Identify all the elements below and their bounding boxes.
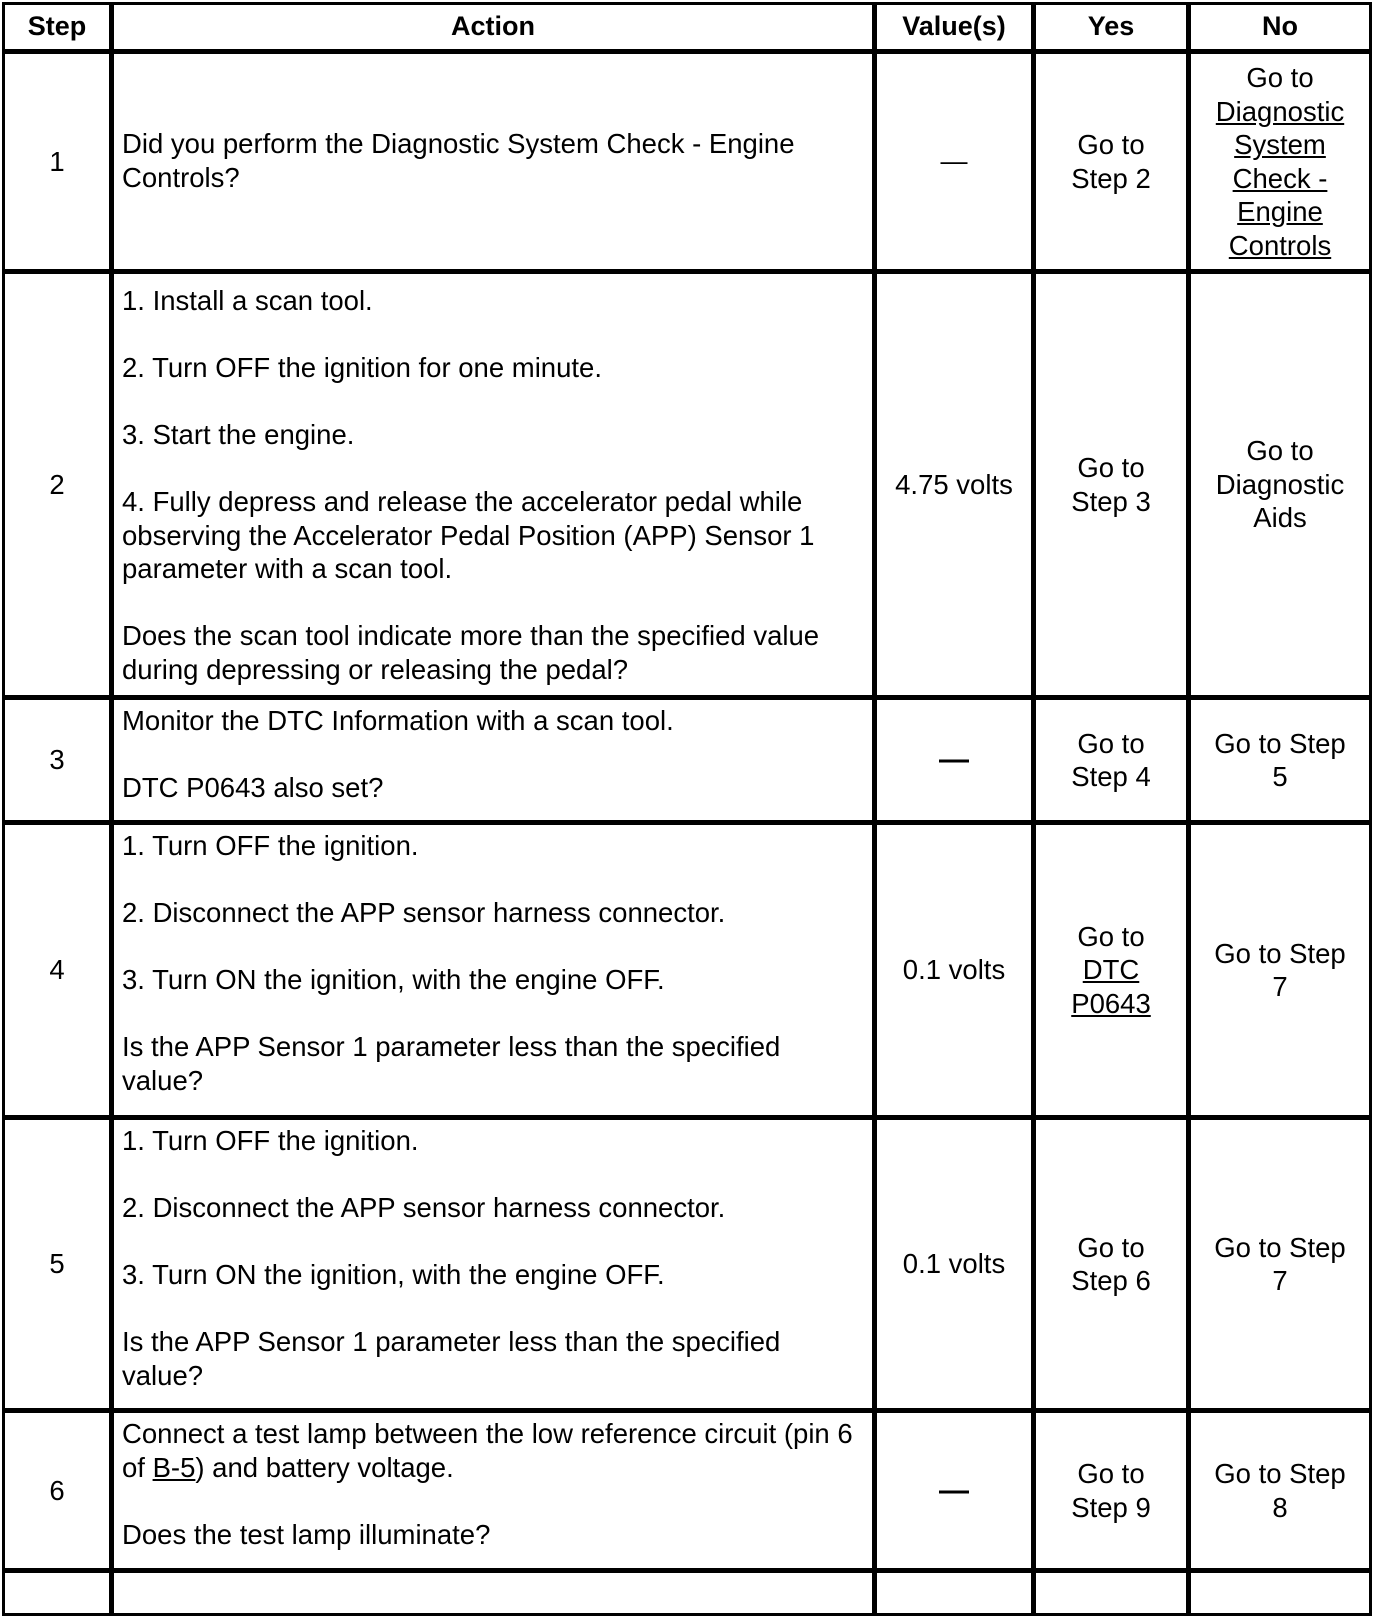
step-number: 6: [5, 1413, 109, 1568]
action-text: 1. Install a scan tool.: [122, 285, 373, 316]
step-number: 1: [5, 54, 109, 269]
no-text: 7: [1272, 1265, 1288, 1296]
yes-cell: [1036, 54, 1186, 269]
link-diagnostic-system-check[interactable]: Engine: [1237, 196, 1323, 227]
value-cell: 0.1 volts: [877, 1120, 1031, 1408]
action-cell: [114, 1120, 872, 1408]
yes-cell: [1036, 274, 1186, 695]
no-text: Go to Step: [1214, 1231, 1346, 1263]
yes-text: Go to: [1077, 920, 1145, 952]
link-diagnostic-system-check[interactable]: System: [1234, 129, 1326, 160]
link-diagnostic-system-check[interactable]: Controls: [1228, 229, 1332, 261]
action-cell: [114, 700, 872, 820]
no-text: Go to Step: [1214, 1458, 1346, 1489]
action-text: Is the APP Sensor 1 parameter less than the specified value?: [122, 1326, 781, 1391]
link-diagnostic-system-check[interactable]: Check -: [1232, 162, 1328, 194]
table-row-cutoff: [877, 1573, 1031, 1613]
yes-text: Go to: [1077, 727, 1145, 759]
action-text: Did you perform the Diagnostic System Check - Engine Controls?: [122, 128, 795, 193]
yes-text: Go to: [1077, 1231, 1145, 1263]
table-row-cutoff: [1191, 1573, 1369, 1613]
no-text: 7: [1272, 971, 1288, 1002]
action-text: Is the APP Sensor 1 parameter less than the specified value?: [122, 1031, 781, 1096]
header-yes: Yes: [1036, 5, 1186, 49]
action-text: [122, 1417, 864, 1484]
table-row-cutoff: [5, 1573, 109, 1613]
header-no: No: [1191, 5, 1369, 49]
step-number: 5: [5, 1120, 109, 1408]
action-text-part: ) and battery voltage.: [195, 1451, 454, 1483]
yes-text: Go to: [1077, 1458, 1145, 1489]
action-text: 3. Turn ON the ignition, with the engine OFF.: [122, 1259, 665, 1290]
value-cell: —: [877, 700, 1031, 820]
action-text: 2. Disconnect the APP sensor harness connector.: [122, 897, 726, 928]
header-action: Action: [114, 5, 872, 49]
yes-text: Step 3: [1071, 485, 1151, 517]
action-text: Does the scan tool indicate more than the specified value during depressing or releasing the pedal?: [122, 620, 820, 685]
no-cell: [1191, 1120, 1369, 1408]
action-text: 4. Fully depress and release the accelerator pedal while observing the Accelerator Pedal Position (APP) Sensor 1 parameter with a scan tool.: [122, 486, 815, 584]
no-text: Go to Step: [1214, 727, 1346, 759]
yes-cell: [1036, 1413, 1186, 1568]
action-cell: [114, 825, 872, 1115]
action-text: 2. Disconnect the APP sensor harness connector.: [122, 1192, 726, 1223]
yes-cell: [1036, 1120, 1186, 1408]
yes-text: Step 6: [1071, 1265, 1151, 1296]
table-row-cutoff: [114, 1573, 872, 1613]
diagnostic-table: [2, 2, 1372, 1616]
yes-text: Step 4: [1071, 761, 1151, 792]
link-b-5[interactable]: B-5: [152, 1451, 196, 1483]
link-dtc-p0643[interactable]: DTC: [1082, 954, 1140, 986]
no-text: Go to: [1246, 435, 1314, 467]
action-text: Does the test lamp illuminate?: [122, 1518, 491, 1550]
action-text: 3. Turn ON the ignition, with the engine OFF.: [122, 964, 665, 995]
no-cell: [1191, 700, 1369, 820]
yes-text: Go to: [1077, 129, 1145, 160]
yes-text: Go to: [1077, 452, 1145, 483]
yes-text: Step 2: [1071, 162, 1151, 194]
step-number: 2: [5, 274, 109, 695]
no-text: Go to: [1246, 62, 1314, 93]
no-cell: [1191, 1413, 1369, 1568]
yes-cell: [1036, 700, 1186, 820]
action-text: DTC P0643 also set?: [122, 772, 384, 803]
action-text-part: Connect a test lamp between the low reference circuit (pin 6 of: [122, 1418, 853, 1483]
no-text: Diagnostic: [1215, 468, 1345, 500]
no-cell: [1191, 825, 1369, 1115]
header-step: Step: [5, 5, 109, 49]
no-text: Aids: [1253, 502, 1307, 534]
action-cell: [114, 54, 872, 269]
no-text: 8: [1272, 1491, 1288, 1523]
value-cell: —: [877, 1413, 1031, 1568]
step-number: 3: [5, 700, 109, 820]
value-cell: 4.75 volts: [877, 274, 1031, 695]
yes-text: Step 9: [1071, 1491, 1151, 1523]
no-cell: [1191, 274, 1369, 695]
yes-cell: [1036, 825, 1186, 1115]
no-text: Go to Step: [1214, 937, 1346, 969]
action-text: Monitor the DTC Information with a scan tool.: [122, 705, 674, 736]
no-cell: [1191, 54, 1369, 269]
no-text: 5: [1272, 761, 1288, 792]
action-cell: [114, 274, 872, 695]
action-text: 2. Turn OFF the ignition for one minute.: [122, 352, 602, 383]
step-number: 4: [5, 825, 109, 1115]
value-cell: 0.1 volts: [877, 825, 1031, 1115]
value-cell: —: [877, 54, 1031, 269]
action-text: 1. Turn OFF the ignition.: [122, 1125, 419, 1156]
table-row-cutoff: [1036, 1573, 1186, 1613]
action-cell: [114, 1413, 872, 1568]
link-dtc-p0643[interactable]: P0643: [1071, 987, 1151, 1019]
action-text: 3. Start the engine.: [122, 419, 355, 450]
action-text: 1. Turn OFF the ignition.: [122, 830, 419, 861]
link-diagnostic-system-check[interactable]: Diagnostic: [1215, 95, 1345, 127]
header-values: Value(s): [877, 5, 1031, 49]
